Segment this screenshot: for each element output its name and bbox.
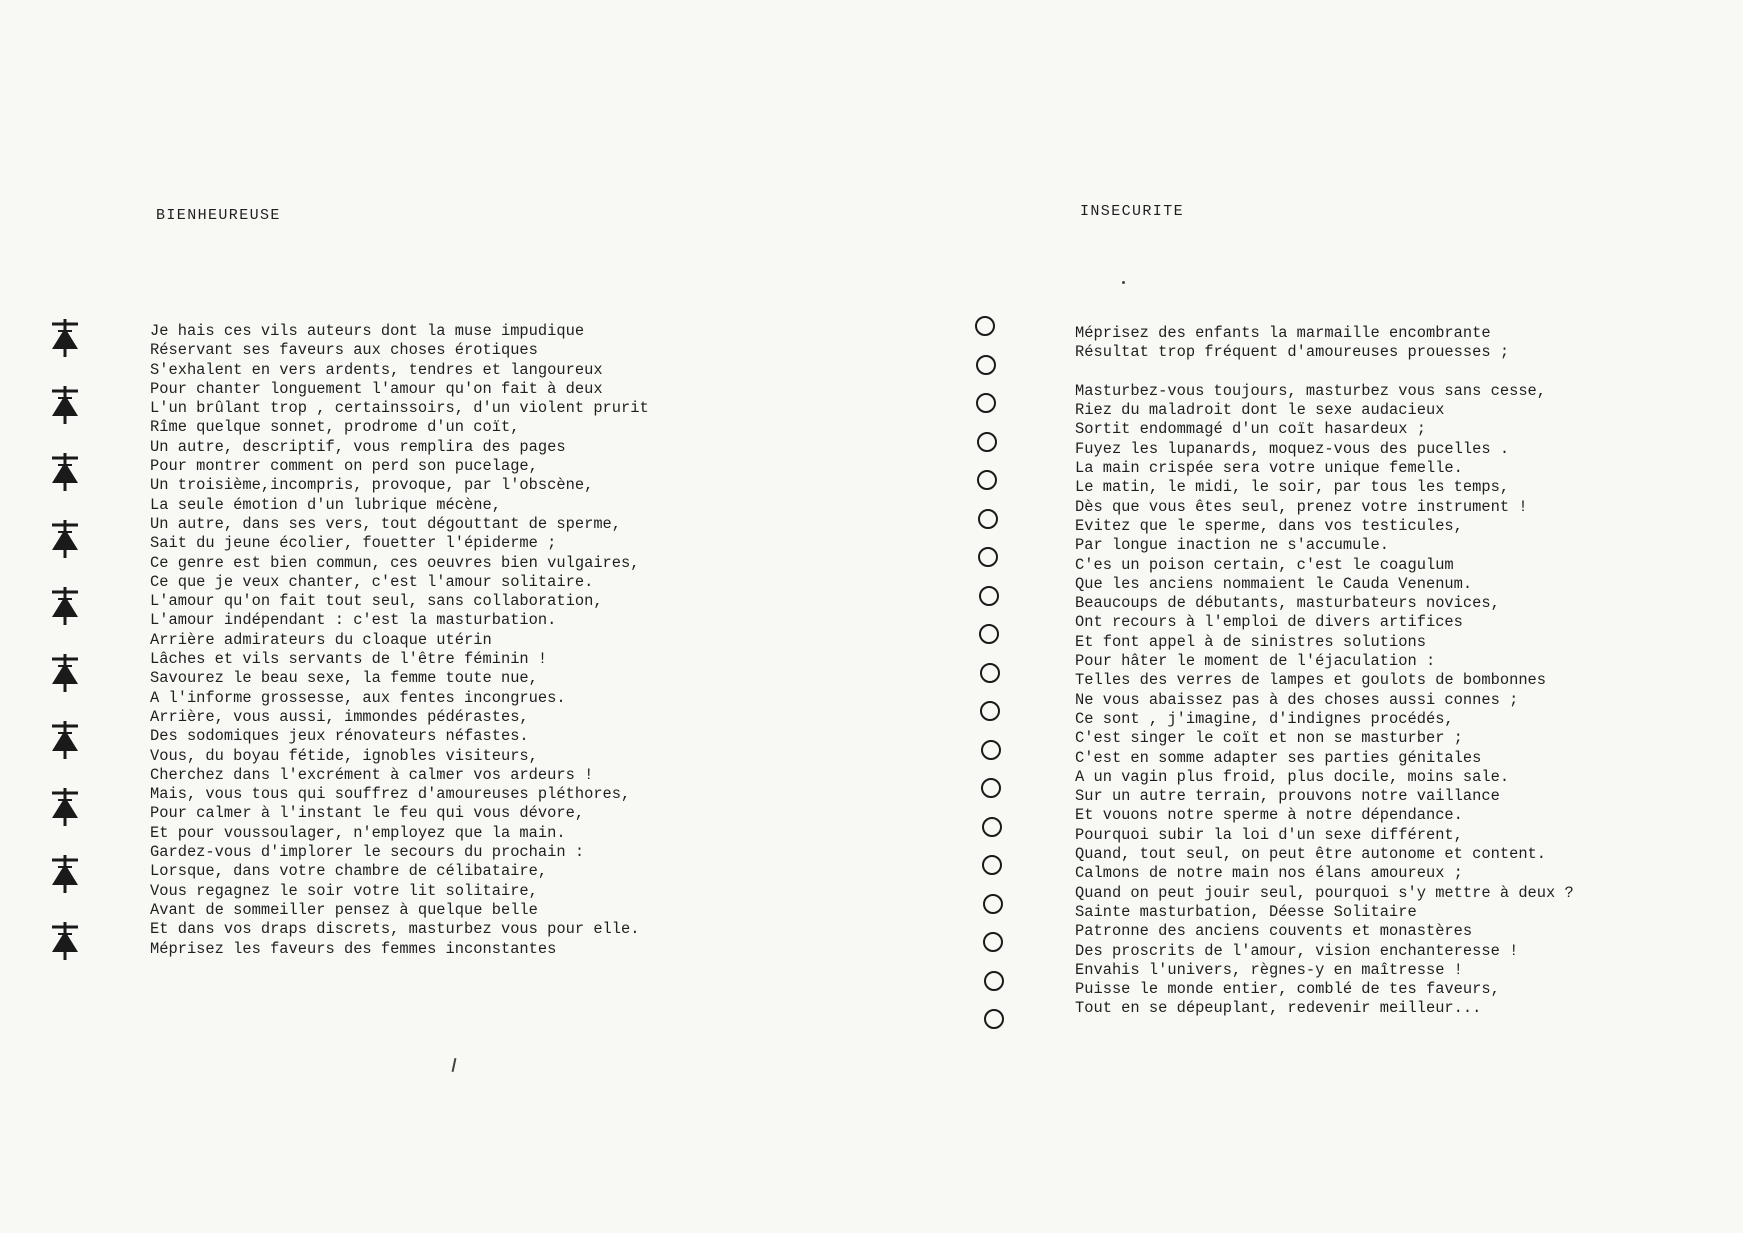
poem-line: Puisse le monde entier, comblé de tes faveurs, bbox=[1075, 980, 1500, 999]
poem-line: Calmons de notre main nos élans amoureux ; bbox=[1075, 864, 1463, 883]
poem-line: Fuyez les lupanards, moquez-vous des pucelles . bbox=[1075, 439, 1510, 458]
ermine-spot-icon bbox=[48, 586, 82, 626]
binder-ring-icon bbox=[977, 470, 997, 490]
ermine-spot-icon bbox=[48, 787, 82, 827]
binder-ring-icon bbox=[980, 701, 1000, 721]
ermine-spot-icon bbox=[48, 318, 82, 358]
poem-line: Méprisez les faveurs des femmes inconstantes bbox=[150, 939, 557, 958]
poem-line: Pour montrer comment on perd son pucelage, bbox=[150, 457, 538, 476]
poem-line: Lorsque, dans votre chambre de célibataire, bbox=[150, 862, 548, 881]
poem-left bbox=[150, 322, 649, 959]
poem-line: Tout en se dépeuplant, redevenir meilleur... bbox=[1075, 999, 1482, 1018]
ermine-spot-icon bbox=[48, 452, 82, 492]
binder-ring-icon bbox=[978, 509, 998, 529]
binder-ring-icon bbox=[976, 355, 996, 375]
poem-title-left: BIENHEUREUSE bbox=[156, 207, 281, 224]
binder-ring-icon bbox=[981, 778, 1001, 798]
ermine-spot-icon bbox=[48, 854, 82, 894]
poem-line: Des sodomiques jeux rénovateurs néfastes. bbox=[150, 727, 529, 746]
poem-line: Gardez-vous d'implorer le secours du prochain : bbox=[150, 843, 585, 862]
poem-line: Telles des verres de lampes et goulots de bombonnes bbox=[1075, 671, 1547, 690]
poem-line: Riez du maladroit dont le sexe audacieux bbox=[1075, 401, 1445, 420]
poem-line: Quand on peut jouir seul, pourquoi s'y mettre à deux ? bbox=[1075, 883, 1574, 902]
poem-line: L'amour qu'on fait tout seul, sans collaboration, bbox=[150, 592, 603, 611]
binder-ring-icon bbox=[977, 432, 997, 452]
poem-line: A un vagin plus froid, plus docile, moins sale. bbox=[1075, 767, 1510, 786]
binder-ring-icon bbox=[975, 316, 995, 336]
poem-line: C'es un poison certain, c'est le coagulum bbox=[1075, 555, 1454, 574]
poem-line: Evitez que le sperme, dans vos testicules, bbox=[1075, 516, 1463, 535]
poem-line: Réservant ses faveurs aux choses érotiques bbox=[150, 341, 538, 360]
poem-line: Vous regagnez le soir votre lit solitaire, bbox=[150, 881, 538, 900]
binder-ring-icon bbox=[981, 740, 1001, 760]
poem-line: Et font appel à de sinistres solutions bbox=[1075, 632, 1426, 651]
poem-line: Sortit endommagé d'un coït hasardeux ; bbox=[1075, 420, 1426, 439]
poem-line: A l'informe grossesse, aux fentes incongrues. bbox=[150, 688, 566, 707]
poem-line: S'exhalent en vers ardents, tendres et langoureux bbox=[150, 360, 603, 379]
poem-line: Masturbez-vous toujours, masturbez vous sans cesse, bbox=[1075, 381, 1547, 400]
binder-ring-icon bbox=[984, 971, 1004, 991]
ermine-spot-icon bbox=[48, 720, 82, 760]
poem-line: Ce sont , j'imagine, d'indignes procédés, bbox=[1075, 709, 1454, 728]
stanza-break bbox=[1075, 363, 1574, 382]
binder-ring-icon bbox=[979, 586, 999, 606]
paper-speck bbox=[452, 1058, 457, 1072]
poem-line: Pour calmer à l'instant le feu qui vous dévore, bbox=[150, 804, 585, 823]
poem-line: Méprisez des enfants la marmaille encombrante bbox=[1075, 324, 1491, 342]
binder-ring-icon bbox=[982, 817, 1002, 837]
ermine-spot-icon bbox=[48, 519, 82, 559]
ermine-spot-icon bbox=[48, 385, 82, 425]
poem-line: La seule émotion d'un lubrique mécène, bbox=[150, 495, 501, 514]
poem-line: Avant de sommeiller pensez à quelque belle bbox=[150, 900, 538, 919]
poem-line: La main crispée sera votre unique femelle. bbox=[1075, 459, 1463, 478]
poem-line: Savourez le beau sexe, la femme toute nue, bbox=[150, 669, 538, 688]
poem-line: Ne vous abaissez pas à des choses aussi connes ; bbox=[1075, 690, 1519, 709]
poem-line: Que les anciens nommaient le Cauda Venenum. bbox=[1075, 574, 1473, 593]
poem-line: Et vouons notre sperme à notre dépendance. bbox=[1075, 806, 1463, 825]
binder-ring-icon bbox=[983, 932, 1003, 952]
paper-speck bbox=[1122, 281, 1125, 284]
poem-line: Un autre, descriptif, vous remplira des pages bbox=[150, 437, 566, 456]
poem-line: C'est en somme adapter ses parties génitales bbox=[1075, 748, 1482, 767]
ermine-spot-icon bbox=[48, 921, 82, 961]
poem-line: Et dans vos draps discrets, masturbez vous pour elle. bbox=[150, 920, 640, 939]
poem-line: Le matin, le midi, le soir, par tous les temps, bbox=[1075, 478, 1510, 497]
poem-line: Sait du jeune écolier, fouetter l'épiderme ; bbox=[150, 534, 557, 553]
poem-line: Un troisième,incompris, provoque, par l'obscène, bbox=[150, 476, 594, 495]
binder-ring-icon bbox=[984, 1009, 1004, 1029]
poem-line: Sur un autre terrain, prouvons notre vaillance bbox=[1075, 787, 1500, 806]
poem-line: Cherchez dans l'excrément à calmer vos ardeurs ! bbox=[150, 765, 594, 784]
poem-line: Arrière admirateurs du cloaque utérin bbox=[150, 630, 492, 649]
poem-line: Pour hâter le moment de l'éjaculation : bbox=[1075, 652, 1436, 671]
poem-line: Rîme quelque sonnet, prodrome d'un coït, bbox=[150, 418, 520, 437]
poem-line: Ce genre est bien commun, ces oeuvres bien vulgaires, bbox=[150, 553, 640, 572]
binder-ring-icon bbox=[980, 663, 1000, 683]
poem-line: Pour chanter longuement l'amour qu'on fait à deux bbox=[150, 379, 603, 398]
poem-right bbox=[1075, 324, 1574, 1019]
poem-line: Ce que je veux chanter, c'est l'amour solitaire. bbox=[150, 572, 594, 591]
poem-line: Lâches et vils servants de l'être féminin ! bbox=[150, 650, 548, 669]
poem-line: Un autre, dans ses vers, tout dégouttant de sperme, bbox=[150, 514, 622, 533]
binder-ring-icon bbox=[976, 393, 996, 413]
poem-line: Envahis l'univers, règnes-y en maîtresse ! bbox=[1075, 960, 1463, 979]
binder-ring-icon bbox=[982, 855, 1002, 875]
poem-line: Sainte masturbation, Déesse Solitaire bbox=[1075, 902, 1417, 921]
binder-ring-icon bbox=[978, 547, 998, 567]
poem-line: Dès que vous êtes seul, prenez votre instrument ! bbox=[1075, 497, 1528, 516]
poem-line: Patronne des anciens couvents et monastères bbox=[1075, 922, 1473, 941]
poem-title-right: INSECURITE bbox=[1080, 203, 1185, 220]
poem-line: L'un brûlant trop , certainssoirs, d'un violent prurit bbox=[150, 399, 649, 418]
ermine-spot-icon bbox=[48, 653, 82, 693]
binder-ring-icon bbox=[979, 624, 999, 644]
poem-line: L'amour indépendant : c'est la masturbation. bbox=[150, 611, 557, 630]
poem-line: Résultat trop fréquent d'amoureuses prouesses ; bbox=[1075, 343, 1510, 362]
poem-line: Vous, du boyau fétide, ignobles visiteurs, bbox=[150, 746, 538, 765]
poem-line: Beaucoups de débutants, masturbateurs novices, bbox=[1075, 594, 1500, 613]
poem-line: Arrière, vous aussi, immondes pédérastes, bbox=[150, 707, 529, 726]
poem-line: Je hais ces vils auteurs dont la muse impudique bbox=[150, 322, 585, 340]
poem-line: Et pour voussoulager, n'employez que la main. bbox=[150, 823, 566, 842]
poem-line: Mais, vous tous qui souffrez d'amoureuses pléthores, bbox=[150, 785, 631, 804]
binder-ring-icon bbox=[983, 894, 1003, 914]
poem-line: Ont recours à l'emploi de divers artifices bbox=[1075, 613, 1463, 632]
poem-line: Par longue inaction ne s'accumule. bbox=[1075, 536, 1390, 555]
poem-line: Pourquoi subir la loi d'un sexe différent, bbox=[1075, 825, 1463, 844]
poem-line: Quand, tout seul, on peut être autonome et content. bbox=[1075, 845, 1547, 864]
poem-line: C'est singer le coït et non se masturber ; bbox=[1075, 729, 1463, 748]
poem-line: Des proscrits de l'amour, vision enchanteresse ! bbox=[1075, 941, 1519, 960]
